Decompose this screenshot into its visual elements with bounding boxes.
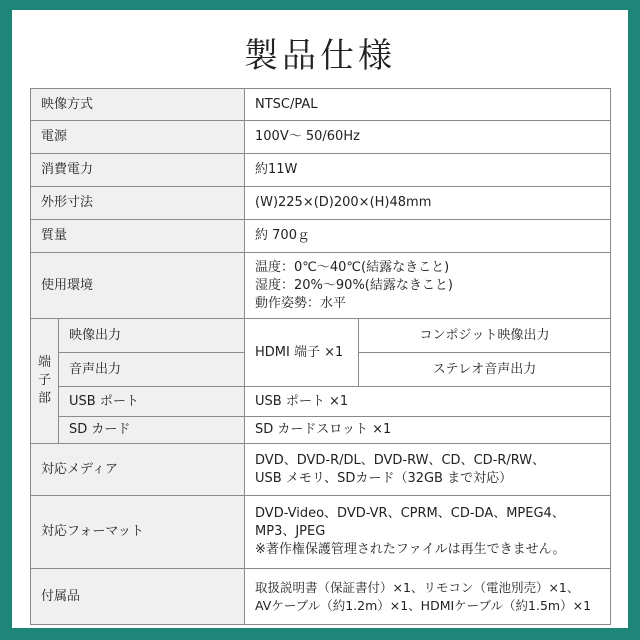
format-line: ※著作権保護管理されたファイルは再生できません。 bbox=[255, 542, 566, 557]
terminal-group-label: 端 子 部 bbox=[31, 319, 59, 444]
media-line: USB メモリ、SDカード（32GB まで対応） bbox=[255, 470, 513, 486]
row-value bbox=[245, 496, 611, 569]
table-row bbox=[31, 387, 611, 417]
environment-line: 動作姿勢：水平 bbox=[255, 295, 347, 311]
row-value: 約11W bbox=[245, 154, 611, 187]
row-value: ステレオ音声出力 bbox=[359, 353, 611, 387]
format-line: DVD-Video、DVD-VR、CPRM、CD-DA、MPEG4、 bbox=[255, 506, 565, 521]
table-row bbox=[31, 187, 611, 220]
row-label: 映像方式 bbox=[31, 89, 245, 121]
row-value bbox=[245, 444, 611, 496]
row-label: 質量 bbox=[31, 220, 245, 253]
accessory-line: 取扱説明書（保証書付）×1、リモコン（電池別売）×1、 bbox=[255, 579, 580, 595]
table-row bbox=[31, 319, 611, 353]
row-value: USB ポート ×1 bbox=[245, 387, 611, 417]
format-line: MP3、JPEG bbox=[255, 524, 326, 539]
row-value: 約 700ｇ bbox=[245, 220, 611, 253]
row-label: 使用環境 bbox=[31, 253, 245, 319]
row-label: SD カード bbox=[59, 417, 245, 444]
row-value: 100V〜 50/60Hz bbox=[245, 121, 611, 154]
accessory-line: AVケーブル（約1.2m）×1、HDMIケーブル（約1.5m）×1 bbox=[255, 597, 592, 613]
page-title: 製品仕様 bbox=[244, 36, 396, 76]
table-row bbox=[31, 154, 611, 187]
row-value: NTSC/PAL bbox=[245, 89, 611, 121]
table-row bbox=[31, 253, 611, 319]
media-line: DVD、DVD-R/DL、DVD-RW、CD、CD-R/RW、 bbox=[255, 452, 546, 468]
table-row bbox=[31, 89, 611, 121]
row-label: 外形寸法 bbox=[31, 187, 245, 220]
row-value bbox=[245, 569, 611, 625]
row-value bbox=[245, 253, 611, 319]
environment-line: 湿度：20%〜90%(結露なきこと) bbox=[255, 277, 453, 293]
table-row bbox=[31, 444, 611, 496]
row-label: 音声出力 bbox=[59, 353, 245, 387]
row-label: 付属品 bbox=[31, 569, 245, 625]
table-row bbox=[31, 569, 611, 625]
table-row bbox=[31, 121, 611, 154]
row-label: 映像出力 bbox=[59, 319, 245, 353]
row-value: コンポジット映像出力 bbox=[359, 319, 611, 353]
spec-card bbox=[12, 10, 628, 628]
spec-table bbox=[30, 88, 611, 625]
row-label: 消費電力 bbox=[31, 154, 245, 187]
row-value: SD カードスロット ×1 bbox=[245, 417, 611, 444]
row-label: 電源 bbox=[31, 121, 245, 154]
row-label: 対応フォーマット bbox=[31, 496, 245, 569]
table-row bbox=[31, 220, 611, 253]
environment-line: 温度：0℃〜40℃(結露なきこと) bbox=[255, 259, 450, 275]
hdmi-value: HDMI 端子 ×1 bbox=[245, 319, 359, 387]
table-row bbox=[31, 496, 611, 569]
table-row bbox=[31, 417, 611, 444]
row-label: USB ポート bbox=[59, 387, 245, 417]
row-label: 対応メディア bbox=[31, 444, 245, 496]
row-value: (W)225×(D)200×(H)48mm bbox=[245, 187, 611, 220]
